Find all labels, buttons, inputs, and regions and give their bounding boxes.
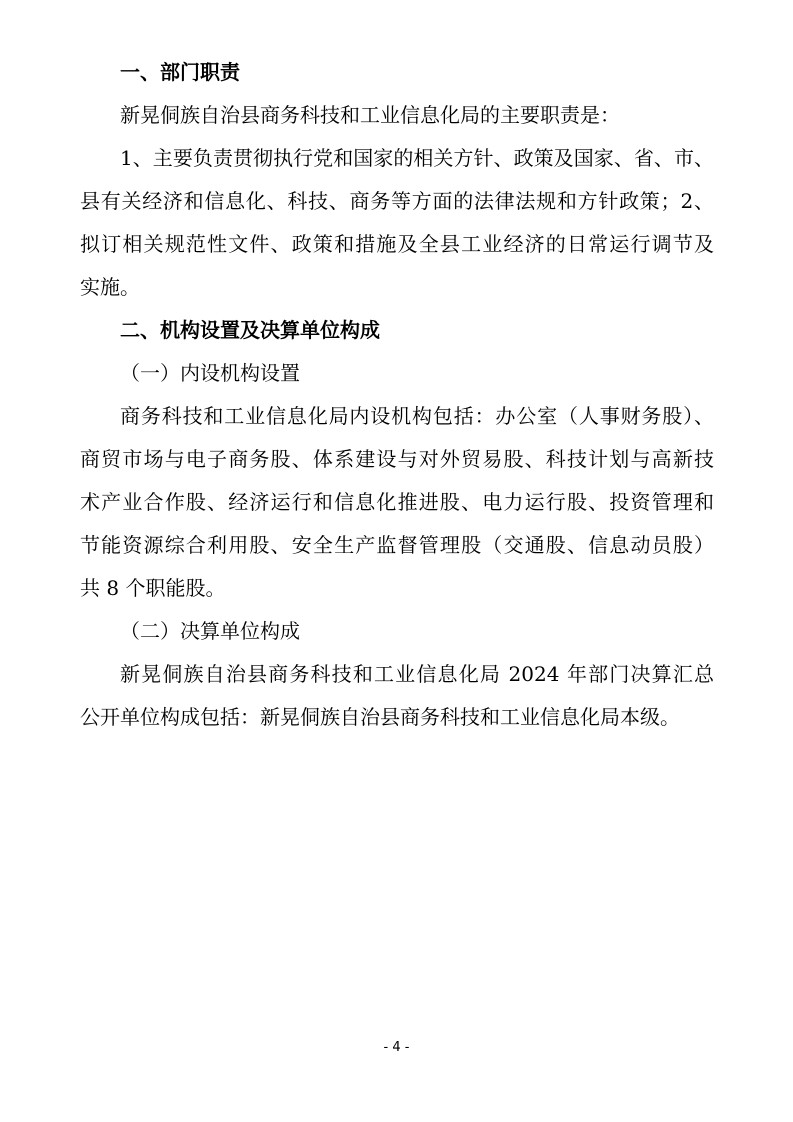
institutions-line: 商贸市场与电子商务股、体系建设与对外贸易股、科技计划与高新技 [80,447,714,471]
duties-line: 县有关经济和信息化、科技、商务等方面的法律法规和方针政策；2、 [80,189,714,213]
institutions-line: 节能资源综合利用股、安全生产监督管理股（交通股、信息动员股） [80,533,714,557]
duties-line: 1、主要负责贯彻执行党和国家的相关方针、政策及国家、省、市、 [120,146,714,170]
subsection-heading-internal-institutions: （一）内设机构设置 [120,361,300,385]
budget-units-line: 新晃侗族自治县商务科技和工业信息化局 2024 年部门决算汇总 [120,662,714,686]
section-heading-duties: 一、部门职责 [120,60,240,84]
subsection-heading-budget-units: （二）决算单位构成 [120,619,300,643]
budget-units-line: 公开单位构成包括：新晃侗族自治县商务科技和工业信息化局本级。 [80,705,680,729]
section-heading-organization: 二、机构设置及决算单位构成 [120,318,380,342]
institutions-line: 术产业合作股、经济运行和信息化推进股、电力运行股、投资管理和 [80,490,714,514]
duties-line: 实施。 [80,275,140,299]
duties-intro: 新晃侗族自治县商务科技和工业信息化局的主要职责是： [120,103,620,127]
institutions-line: 共 8 个职能股。 [80,576,226,600]
duties-line: 拟订相关规范性文件、政策和措施及全县工业经济的日常运行调节及 [80,232,714,256]
page-number: - 4 - [383,1040,410,1055]
institutions-line: 商务科技和工业信息化局内设机构包括：办公室（人事财务股）、 [120,404,714,428]
